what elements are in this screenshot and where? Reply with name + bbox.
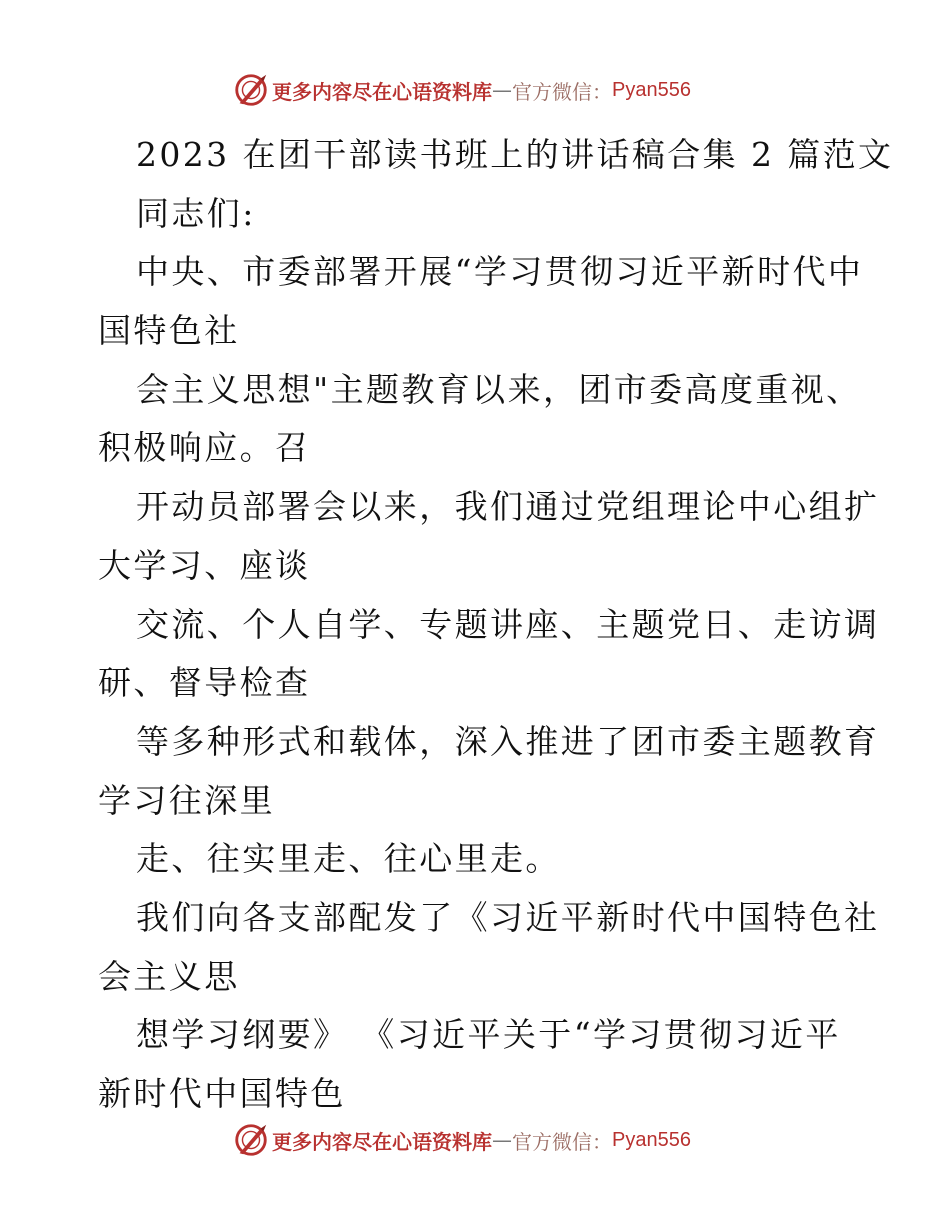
doc-line: 我们向各支部配发了《习近平新时代中国特色社	[136, 897, 880, 937]
footer-watermark	[232, 1120, 691, 1160]
wechat-id: Pyan556	[612, 1128, 691, 1151]
doc-line: 走、往实里走、往心里走。	[136, 839, 561, 879]
document-body	[98, 126, 894, 1124]
doc-line: 研、督导检查	[98, 663, 311, 703]
site-slogan: 更多内容尽在心语资料库	[272, 1129, 492, 1154]
header-watermark	[232, 70, 691, 110]
slogan-separator: —	[492, 1128, 512, 1152]
wechat-label: 官方微信：	[512, 79, 612, 104]
wechat-id: Pyan556	[612, 78, 691, 101]
quill-logo-icon	[232, 1121, 270, 1159]
wechat-label: 官方微信：	[512, 1129, 612, 1154]
doc-line: 想学习纲要》 《习近平关于“学习贯彻习近平	[136, 1015, 841, 1055]
quill-logo-icon	[232, 71, 270, 109]
doc-line: 2023 在团干部读书班上的讲话稿合集 2 篇范文	[136, 135, 894, 174]
doc-line: 国特色社	[98, 311, 240, 351]
doc-line: 会主义思想"主题教育以来，团市委高度重视、	[136, 369, 862, 409]
doc-line: 学习往深里	[98, 780, 275, 820]
doc-line: 新时代中国特色	[98, 1074, 346, 1113]
slogan-separator: —	[492, 78, 512, 102]
doc-line: 等多种形式和载体，深入推进了团市委主题教育	[136, 721, 880, 761]
doc-line: 交流、个人自学、专题讲座、主题党日、走访调	[136, 604, 880, 644]
doc-line: 积极响应。召	[98, 428, 311, 468]
doc-line: 开动员部署会以来，我们通过党组理论中心组扩	[136, 487, 880, 527]
doc-line: 同志们:	[136, 193, 256, 233]
doc-line: 大学习、座谈	[98, 545, 311, 585]
doc-line: 会主义思	[98, 956, 240, 996]
site-slogan: 更多内容尽在心语资料库	[272, 79, 492, 104]
doc-line: 中央、市委部署开展“学习贯彻习近平新时代中	[136, 252, 864, 292]
